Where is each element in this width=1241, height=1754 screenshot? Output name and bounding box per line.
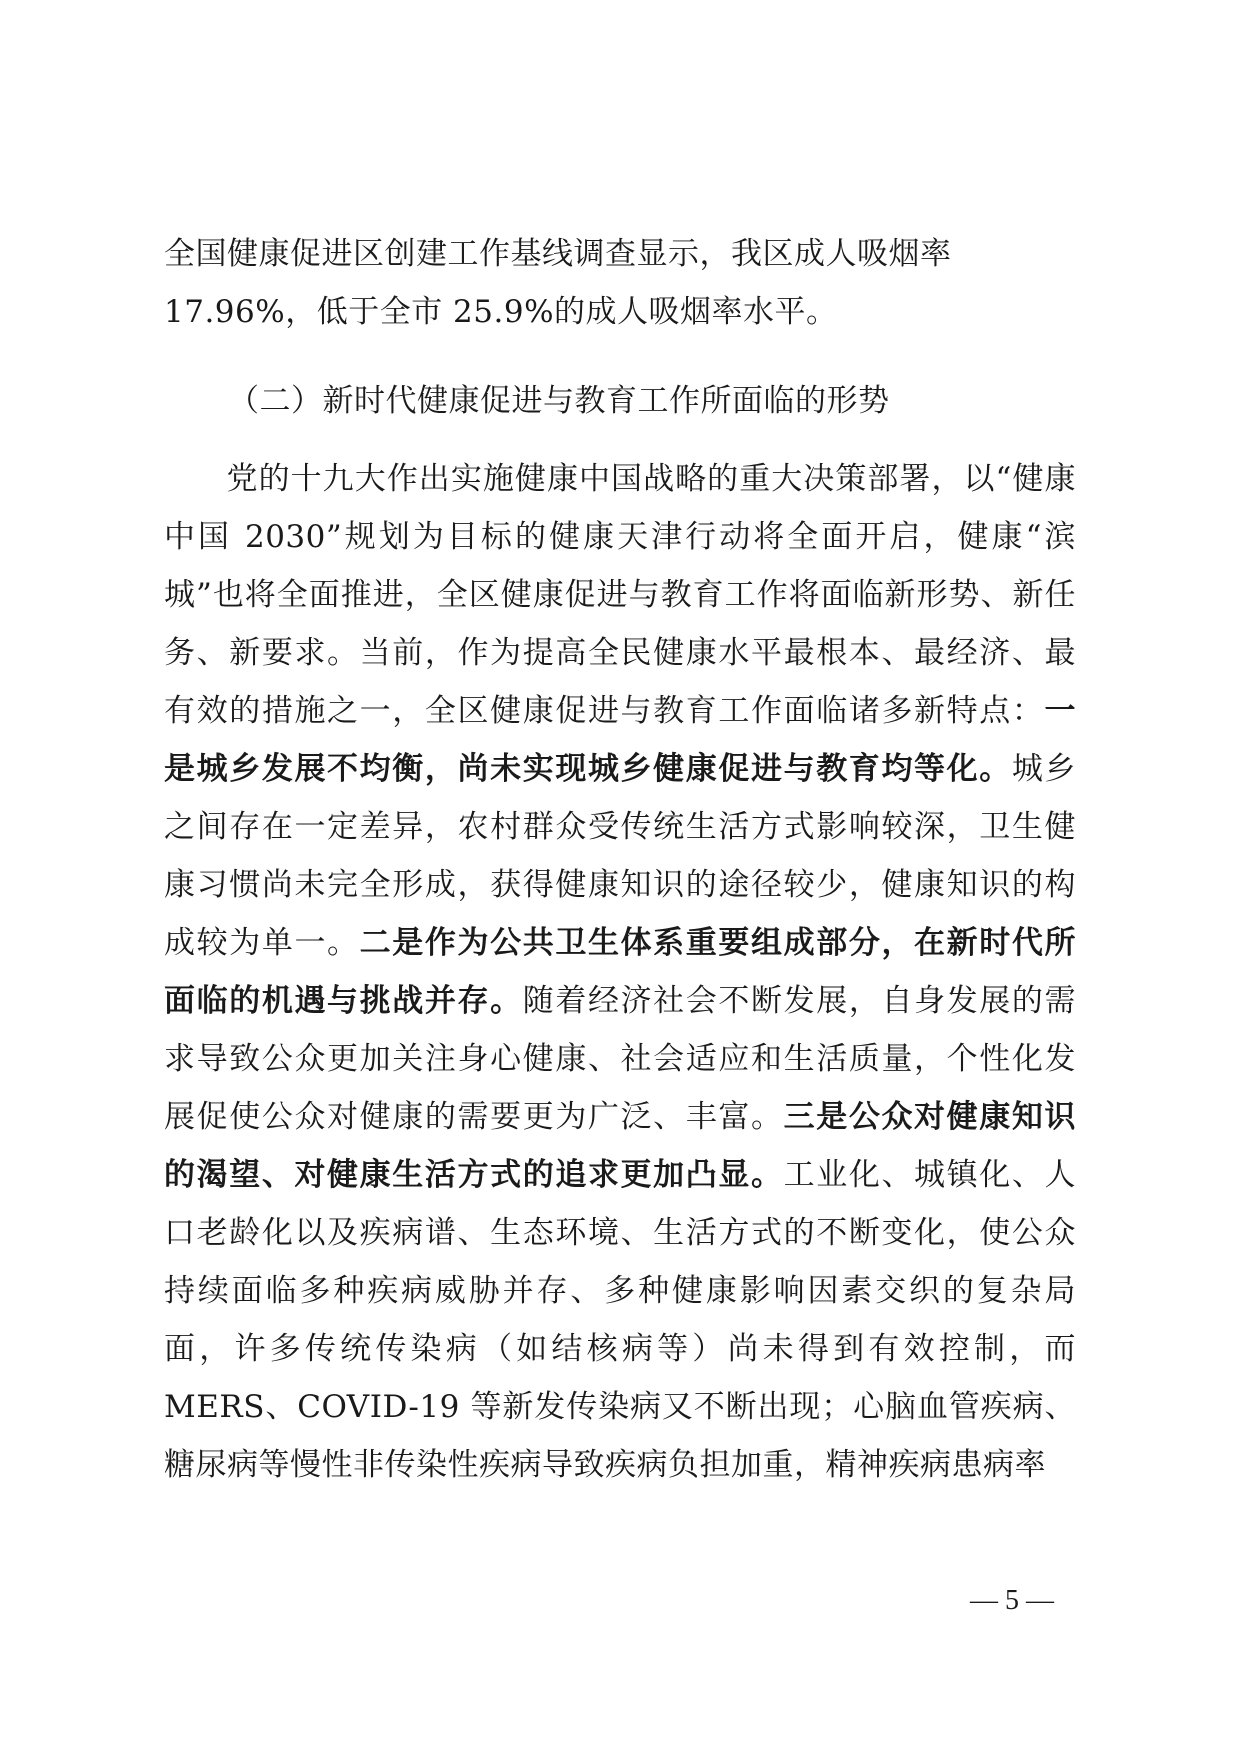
- paragraph-text: 城乡之间存在一定差异，农村群众受传统生活方式影响较深，卫生健康习惯尚未完全形成，获得健康知识的途径较少，健康知识的构成较为单一。: [164, 751, 1077, 961]
- bold-point-one: 一是城乡发展不均衡，尚未实现城乡健康促进与教育均等化。: [164, 693, 1076, 787]
- paragraph-situation: [164, 450, 1076, 1494]
- section-heading: （二）新时代健康促进与教育工作所面临的形势: [228, 383, 890, 419]
- page-number: — 5 —: [970, 1585, 1054, 1616]
- bold-point-three: 三是公众对健康知识的渴望、对健康生活方式的追求更加凸显。: [164, 1099, 1076, 1193]
- paragraph-text: 工业化、城镇化、人口老龄化以及疾病谱、生态环境、生活方式的不断变化，使公众持续面临多种疾病威胁并存、多种健康影响因素交织的复杂局面，许多传统传染病（如结核病等）尚未得到有效控制，而 MERS、COVID-19 等新发传染病又不断出现；心脑血管疾病、糖尿病等慢性非传染性疾病导致疾病负担加重，精神疾病患病率: [164, 1157, 1076, 1483]
- paragraph-smoking-rate: [164, 225, 1076, 341]
- paragraph-line: 全国健康促进区创建工作基线调查显示，我区成人吸烟率: [164, 236, 952, 272]
- paragraph-text: 党的十九大作出实施健康中国战略的重大决策部署，以“健康中国 2030”规划为目标的健康天津行动将全面开启，健康“滨城”也将全面推进，全区健康促进与教育工作将面临新形势、新任务、新要求。当前，作为提高全民健康水平最根本、最经济、最有效的措施之一，全区健康促进与教育工作面临诸多新特点：: [164, 461, 1076, 729]
- paragraph-line: 17.96%，低于全市 25.9%的成人吸烟率水平。: [164, 294, 838, 330]
- bold-point-two: 二是作为公共卫生体系重要组成部分，在新时代所面临的机遇与挑战并存。: [164, 925, 1077, 1019]
- paragraph-text: 随着经济社会不断发展，自身发展的需求导致公众更加关注身心健康、社会适应和生活质量，个性化发展促使公众对健康的需要更为广泛、丰富。: [164, 983, 1077, 1135]
